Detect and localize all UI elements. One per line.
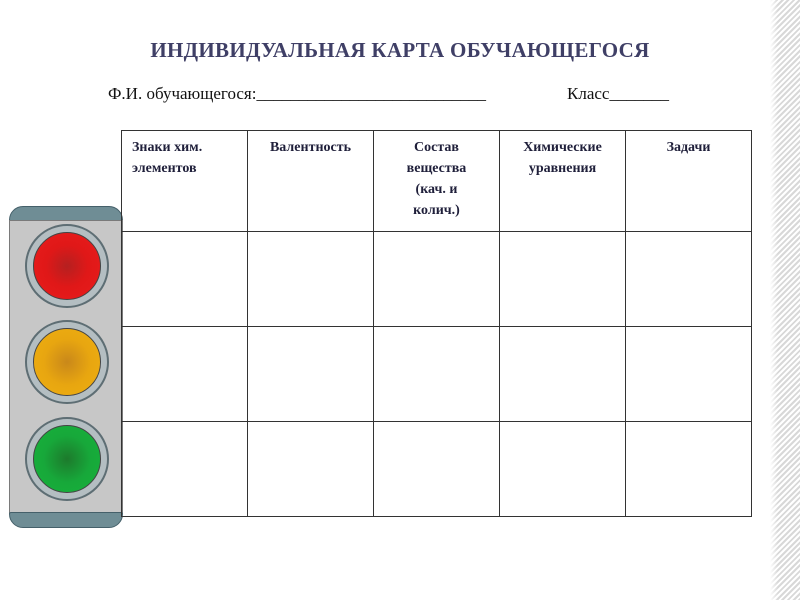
table-cell[interactable] (248, 232, 374, 327)
table-cell[interactable] (626, 422, 752, 517)
student-name-field: Ф.И. обучающегося:___________________________ (108, 84, 486, 103)
table-cell[interactable] (374, 422, 500, 517)
table-cell[interactable] (122, 422, 248, 517)
column-header-valence: Валентность (248, 131, 374, 232)
table-cell[interactable] (500, 327, 626, 422)
table-row (122, 422, 752, 517)
yellow-lamp-ring (25, 320, 109, 404)
table-cell[interactable] (122, 327, 248, 422)
column-header-element-symbols: Знаки хим. элементов (122, 131, 248, 232)
red-lamp-icon (33, 232, 101, 300)
table-cell[interactable] (626, 327, 752, 422)
table-cell[interactable] (500, 422, 626, 517)
table-header-row (122, 131, 752, 232)
decorative-edge-strip (770, 0, 800, 600)
table-cell[interactable] (626, 232, 752, 327)
table-row (122, 327, 752, 422)
column-header-tasks: Задачи (626, 131, 752, 232)
individual-card-table (121, 130, 752, 517)
table-cell[interactable] (248, 327, 374, 422)
table-cell[interactable] (374, 327, 500, 422)
class-field: Класс_______ (567, 84, 669, 103)
red-lamp-ring (25, 224, 109, 308)
column-header-substance-composition: Состав вещества (кач. и колич.) (374, 131, 500, 232)
column-header-chemical-equations: Химические уравнения (500, 131, 626, 232)
table-row (122, 232, 752, 327)
yellow-lamp-icon (33, 328, 101, 396)
table-cell[interactable] (500, 232, 626, 327)
table-cell[interactable] (248, 422, 374, 517)
traffic-light-cap-bottom (9, 512, 123, 528)
green-lamp-icon (33, 425, 101, 493)
table-cell[interactable] (122, 232, 248, 327)
page-title: ИНДИВИДУАЛЬНАЯ КАРТА ОБУЧАЮЩЕГОСЯ (150, 38, 650, 62)
green-lamp-ring (25, 417, 109, 501)
table-cell[interactable] (374, 232, 500, 327)
